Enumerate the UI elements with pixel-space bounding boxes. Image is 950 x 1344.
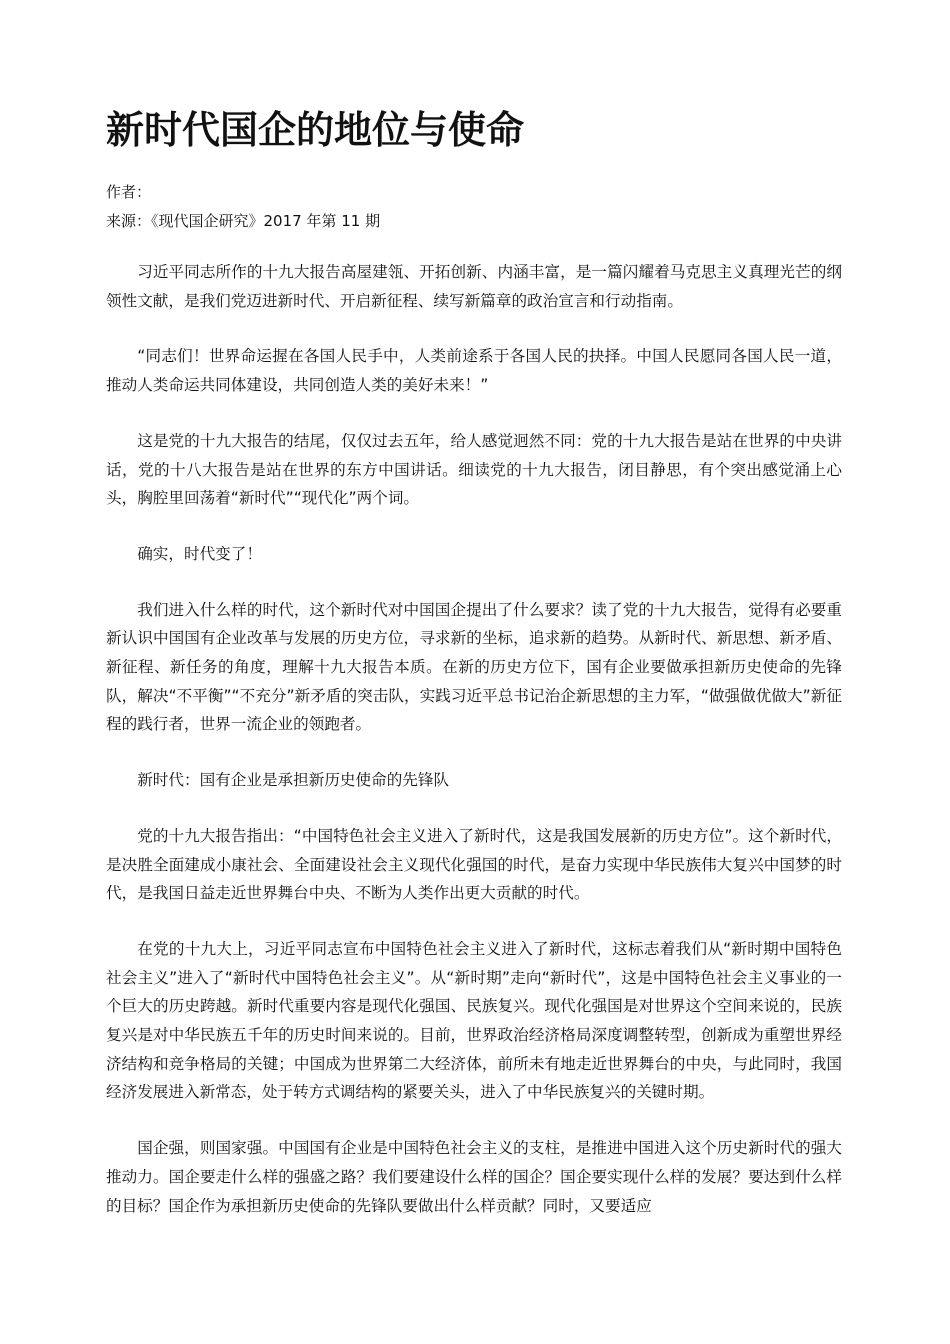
paragraph-quote: “同志们！世界命运握在各国人民手中，人类前途系于各国人民的抉择。中国人民愿同各国人民一道，推动人类命运共同体建设，共同创造人类的美好未来！” [106,347,842,395]
paragraph: 党的十九大报告指出：“中国特色社会主义进入了新时代，这是我国发展新的历史方位”。这个新时代，是决胜全面建成小康社会、全面建设社会主义现代化强国的时代，是奋力实现中华民族伟大复兴中国梦的时代，是我国日益走近世界舞台中央、不断为人类作出更大贡献的时代。 [106,826,842,903]
paragraph: 这是党的十九大报告的结尾，仅仅过去五年，给人感觉迥然不同：党的十九大报告是站在世界的中央讲话，党的十八大报告是站在世界的东方中国讲话。细读党的十九大报告，闭目静思，有个突出感觉涌上心头，胸腔里回荡着“新时代”“现代化”两个词。 [106,431,842,508]
paragraph: 在党的十九大上，习近平同志宣布中国特色社会主义进入了新时代，这标志着我们从“新时期中国特色社会主义”进入了“新时代中国特色社会主义”。从“新时期”走向“新时代”，这是中国特色社会主义事业的一个巨大的历史跨越。新时代重要内容是现代化强国、民族复兴。现代化强国是对世界这个空间来说的，民族复兴是对中华民族五千年的历史时间来说的。目前，世界政治经济格局深度调整转型，创新成为重塑世界经济结构和竞争格局的关键；中国成为世界第二大经济体，前所未有地走近世界舞台的中央，与此同时，我国经济发展进入新常态，处于转方式调结构的紧要关头，进入了中华民族复兴的关键时期。 [106,939,842,1102]
paragraph: 国企强，则国家强。中国国有企业是中国特色社会主义的支柱，是推进中国进入这个历史新时代的强大推动力。国企要走什么样的强盛之路？我们要建设什么样的国企？国企要实现什么样的发展？要达到什么样的目标？国企作为承担新历史使命的先锋队要做出什么样贡献？同时，又要适应 [106,1139,842,1215]
paragraph: 我们进入什么样的时代，这个新时代对中国国企提出了什么要求？读了党的十九大报告，觉得有必要重新认识中国国有企业改革与发展的历史方位，寻求新的坐标，追求新的趋势。从新时代、新思想、新矛盾、新征程、新任务的角度，理解十九大报告本质。在新的历史方位下，国有企业要做承担新历史使命的先锋队，解决“不平衡”“不充分”新矛盾的突击队，实践习近平总书记治企新思想的主力军，“做强做优做大”新征程的践行者，世界一流企业的领跑者。 [106,600,842,734]
source-line: 来源：《现代国企研究》2017 年第 11 期 [106,212,381,230]
paragraph: 确实，时代变了！ [137,544,262,563]
paragraph: 习近平同志所作的十九大报告高屋建瓴、开拓创新、内涵丰富，是一篇闪耀着马克思主义真理光芒的纲领性文献，是我们党迈进新时代、开启新征程、续写新篇章的政治宣言和行动指南。 [106,263,842,310]
article-title: 新时代国企的地位与使命 [106,108,525,152]
author-line: 作者： [106,183,152,201]
article-body [106,258,842,1247]
section-heading: 新时代：国有企业是承担新历史使命的先锋队 [137,771,450,790]
